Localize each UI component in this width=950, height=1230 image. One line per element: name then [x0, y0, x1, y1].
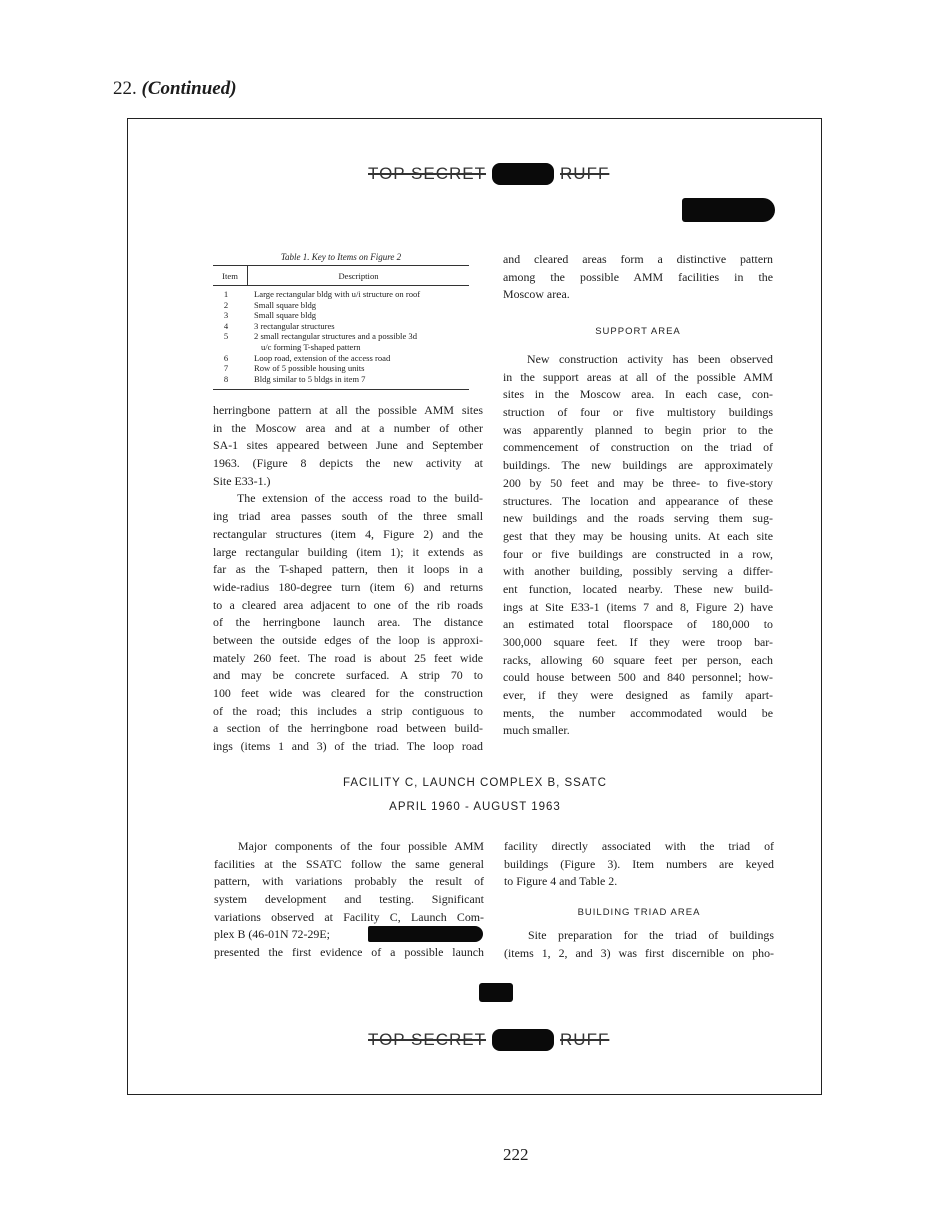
text-line: plex B (46-01N 72-29E; [214, 927, 330, 942]
text-line: ments, the number accommodated would be [503, 705, 773, 720]
text-line: commencement of construction on the triad of [503, 440, 773, 455]
text-line: much smaller. [503, 723, 570, 738]
text-line: ings at Site E33-1 (items 7 and 8, Figure 2) have [503, 599, 773, 614]
text-line: buildings. The new buildings are approximately [503, 458, 773, 473]
text-line: to Figure 4 and Table 2. [504, 874, 618, 889]
text-line: The extension of the access road to the build- [237, 491, 483, 506]
text-line: wide-radius 180-degree turn (item 6) and returns [213, 579, 483, 594]
table-header [213, 266, 469, 285]
right-column-intro [503, 251, 773, 304]
redaction-block [479, 983, 513, 1002]
text-line: buildings (Figure 3). Item numbers are keyed [504, 856, 774, 871]
text-line: Site E33-1.) [213, 473, 271, 488]
marking-right: RUFF [560, 164, 610, 183]
item-number: 2 [223, 299, 229, 310]
bottom-left-text [214, 838, 484, 962]
text-line: rectangular structures (item 4, Figure 2) and the [213, 526, 483, 541]
item-description: Small square bldg [254, 310, 317, 321]
classification-marking-top [368, 163, 609, 185]
text-line: ever, if they were designed as family apart- [503, 688, 773, 703]
text-line: Moscow area. [503, 287, 570, 302]
section-number: 22. [113, 78, 137, 99]
column-header-item: Item [213, 266, 248, 285]
text-line: an estimated total floorspace of 180,000 to [503, 617, 773, 632]
text-line: Major components of the four possible AMM [238, 839, 484, 853]
marking-left: TOP SECRET [368, 164, 487, 183]
text-line: gest that they may be housing units. At each site [503, 528, 773, 543]
text-line: 100 feet wide was cleared for the construction [213, 686, 483, 700]
text-line: Site preparation for the triad of buildings [528, 928, 774, 942]
text-line: facility directly associated with the triad of [504, 839, 774, 853]
column-header-description: Description [338, 270, 379, 281]
table-row [213, 353, 469, 364]
item-number: 6 [223, 352, 229, 363]
text-line: four or five buildings are constructed in a row, [503, 546, 773, 561]
table-row [213, 374, 469, 385]
item-description: Small square bldg [254, 299, 317, 310]
text-line: facilities at the SSATC follow the same general [214, 856, 484, 871]
text-line: 1963. (Figure 8 depicts the new activity at [213, 456, 483, 471]
bottom-right-text [504, 927, 774, 962]
text-line: (items 1, 2, and 3) was first discernible on pho- [504, 945, 774, 960]
item-number [213, 342, 239, 353]
continued-label: (Continued) [141, 78, 237, 99]
text-line: a section of the herringbone road between build- [213, 721, 483, 736]
table-row [213, 310, 469, 321]
marking-right: RUFF [560, 1030, 610, 1049]
text-line: presented the first evidence of a possible launch [214, 945, 484, 960]
text-line: ent function, located nearby. These new build- [503, 581, 773, 596]
item-description: Bldg similar to 5 bldgs in item 7 [254, 373, 366, 384]
item-number: 4 [223, 320, 229, 331]
item-number: 8 [223, 373, 229, 384]
text-line: among the possible AMM facilities in the [503, 269, 773, 284]
item-description: u/c forming T-shaped pattern [261, 341, 361, 352]
text-line: far as the T-shaped pattern, then it loops in a [213, 562, 483, 577]
item-description: Loop road, extension of the access road [254, 352, 391, 363]
text-line: large rectangular building (item 1); it extends as [213, 544, 483, 559]
item-number: 5 [223, 331, 229, 342]
text-line: in the Moscow area and at a number of other [213, 420, 483, 435]
table-row [213, 331, 469, 342]
bottom-right-intro [504, 838, 774, 891]
text-line: struction of four or five multistory buildings [503, 405, 773, 420]
text-line: New construction activity has been observed [527, 352, 773, 366]
text-line: herringbone pattern at all the possible AMM sites [213, 403, 483, 417]
right-column-text [503, 351, 773, 740]
left-column-text [213, 402, 483, 756]
text-line: system development and testing. Significant [214, 892, 484, 907]
item-description: 3 rectangular structures [254, 320, 335, 331]
text-line: ing triad area passes south of the three small [213, 509, 483, 524]
item-description: Row of 5 possible housing units [254, 363, 365, 374]
text-line: mately 260 feet. The road is about 25 feet wide [213, 650, 483, 665]
redaction-block [368, 926, 483, 942]
table-row [213, 363, 469, 374]
item-number: 3 [223, 310, 229, 321]
text-line: to a cleared area adjacent to one of the rib roads [213, 597, 483, 612]
text-line: in the support areas at all of the possible AMM [503, 369, 773, 384]
text-line: could house between 500 and 840 personnel; how- [503, 670, 773, 685]
text-line: and may be concrete surfaced. A strip 70 to [213, 668, 483, 683]
text-line: SA-1 sites appeared between June and September [213, 438, 483, 453]
text-line: ings (items 1 and 3) of the triad. The loop road [213, 739, 483, 754]
text-line: and cleared areas form a distinctive pattern [503, 252, 773, 266]
text-line: of the road; this includes a strip contiguous to [213, 703, 483, 718]
text-line: between the outside edges of the loop is approxi- [213, 632, 483, 647]
marking-left: TOP SECRET [368, 1030, 487, 1049]
heading-building-triad-area: BUILDING TRIAD AREA [577, 907, 701, 918]
classification-marking-bottom [368, 1029, 609, 1051]
text-line: pattern, with variations probably the result of [214, 874, 484, 889]
table-row [213, 321, 469, 332]
page-number: 222 [503, 1145, 529, 1164]
item-number: 7 [223, 363, 229, 374]
section-title: FACILITY C, LAUNCH COMPLEX B, SSATC [343, 777, 607, 789]
table-row [213, 300, 469, 311]
text-line: sites in the Moscow area. In each case, con- [503, 387, 773, 402]
text-line: racks, allowing 60 square feet per person, each [503, 652, 773, 667]
text-line: with another building, possibly serving a differ- [503, 564, 773, 579]
redaction-block [492, 1029, 554, 1051]
text-line: was apparently planned to begin prior to the [503, 422, 773, 437]
section-dates: APRIL 1960 - AUGUST 1963 [389, 801, 561, 813]
table-row [213, 289, 469, 300]
redaction-block [492, 163, 554, 185]
item-description: 2 small rectangular structures and a possible 3d [254, 331, 417, 342]
item-number: 1 [223, 289, 229, 299]
text-line: 200 by 50 feet and may be three- to five-story [503, 475, 773, 490]
text-line: of the herringbone launch area. The distance [213, 615, 483, 630]
section-header [113, 78, 237, 100]
text-line: new buildings and the roads serving them sug- [503, 511, 773, 526]
heading-support-area: SUPPORT AREA [595, 326, 681, 337]
redaction-block [682, 198, 775, 222]
text-line: structures. The location and appearance of these [503, 493, 773, 508]
table-caption: Table 1. Key to Items on Figure 2 [280, 252, 402, 262]
text-line: 300,000 square feet. If they were troop bar- [503, 635, 773, 649]
item-description: Large rectangular bldg with u/i structure on roof [254, 289, 421, 299]
text-line: variations observed at Facility C, Launch Com- [214, 909, 484, 924]
table-key-to-items [213, 252, 469, 390]
table-row [213, 342, 469, 353]
